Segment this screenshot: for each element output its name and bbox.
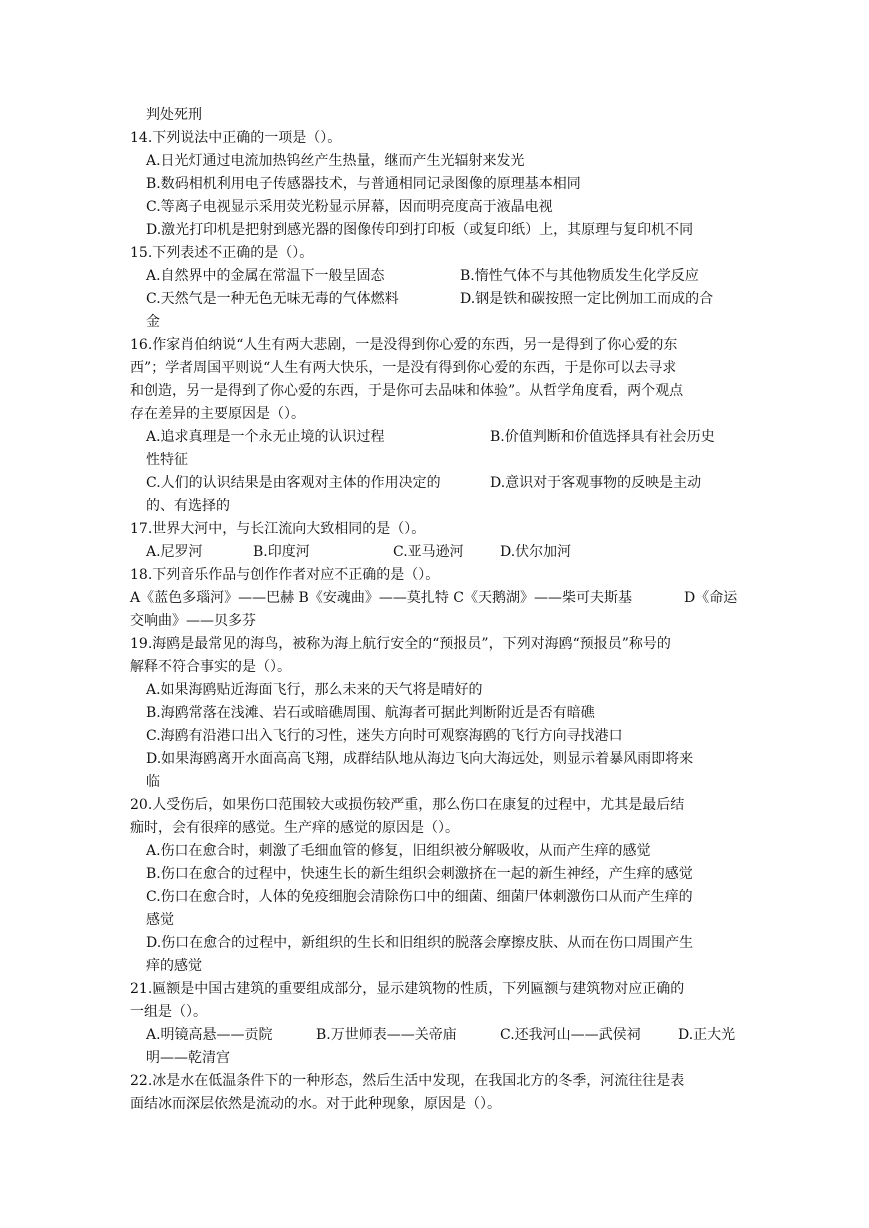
question-19-option-d: D.如果海鸥离开水面高高飞翔，成群结队地从海边飞向大海远处，则显示着暴风雨即将来 <box>146 751 694 767</box>
question-18-options: A《蓝色多瑙河》——巴赫 B《安魂曲》——莫扎特 C《天鹅湖》——柴可夫斯基 <box>130 590 633 606</box>
question-15-option-d: D.钢是铁和碳按照一定比例加工而成的合 <box>460 291 714 307</box>
question-18-option-d-wrap: 交响曲》——贝多芬 <box>130 613 256 629</box>
question-16-option-d-wrap: 的、有选择的 <box>146 498 230 514</box>
question-19-stem: 19.海鸥是最常见的海鸟，被称为海上航行安全的“预报员”，下列对海鸥“预报员”称号的 <box>130 636 671 652</box>
question-20-option-c: C.伤口在愈合时，人体的免疫细胞会清除伤口中的细菌、细菌尸体刺激伤口从而产生痒的 <box>146 889 693 905</box>
question-16-stem: 西”；学者周国平则说“人生有两大快乐，一是没有得到你心爱的东西，于是你可以去寻求 <box>130 360 677 376</box>
question-19-stem: 解释不符合事实的是（）。 <box>130 659 291 675</box>
question-22-stem: 面结冰而深层依然是流动的水。对于此种现象，原因是（）。 <box>130 1096 501 1112</box>
question-16-option-b: B.价值判断和价值选择具有社会历史 <box>490 429 715 445</box>
question-16-option-b-wrap: 性特征 <box>146 452 188 468</box>
question-20-option-d-wrap: 痒的感觉 <box>146 958 202 974</box>
question-21-option-d-wrap: 明——乾清宫 <box>146 1050 230 1066</box>
question-16-option-a: A.追求真理是一个永无止境的认识过程 <box>146 429 385 445</box>
question-17-option-d: D.伏尔加河 <box>500 544 572 560</box>
question-14-option-a: A.日光灯通过电流加热钨丝产生热量，继而产生光辐射来发光 <box>146 153 525 169</box>
question-20-option-b: B.伤口在愈合的过程中，快速生长的新生组织会刺激挤在一起的新生神经，产生痒的感觉 <box>146 866 693 882</box>
question-14-option-c: C.等离子电视显示采用荧光粉显示屏幕，因而明亮度高于液晶电视 <box>146 199 553 215</box>
question-20-stem: 20.人受伤后，如果伤口范围较大或损伤较严重，那么伤口在康复的过程中，尤其是最后结 <box>130 797 685 813</box>
question-17-option-b: B.印度河 <box>253 544 310 560</box>
question-16-stem: 16.作家肖伯纳说“人生有两大悲剧，一是没得到你心爱的东西，另一是得到了你心爱的东 <box>130 337 678 353</box>
question-15-stem: 15.下列表述不正确的是（）。 <box>130 245 314 261</box>
question-14-stem: 14.下列说法中正确的一项是（）。 <box>130 130 342 146</box>
question-20-option-a: A.伤口在愈合时，刺激了毛细血管的修复，旧组织被分解吸收，从而产生痒的感觉 <box>146 843 651 859</box>
question-14-option-d: D.激光打印机是把射到感光器的图像传印到打印板（或复印纸）上，其原理与复印机不同 <box>146 222 694 238</box>
question-21-option-a: A.明镜高悬——贡院 <box>146 1027 273 1043</box>
question-17-option-a: A.尼罗河 <box>146 544 203 560</box>
text-line: 判处死刑 <box>146 107 202 123</box>
question-21-option-c: C.还我河山——武侯祠 <box>500 1027 641 1043</box>
question-19-option-c: C.海鸥有沿港口出入飞行的习性，迷失方向时可观察海鸥的飞行方向寻找港口 <box>146 728 623 744</box>
question-15-option-d-wrap: 金 <box>146 314 160 330</box>
question-18-option-d: D《命运 <box>684 590 738 606</box>
question-21-stem: 21.匾额是中国古建筑的重要组成部分，显示建筑物的性质，下列匾额与建筑物对应正确的 <box>130 981 685 997</box>
question-16-stem: 和创造，另一是得到了你心爱的东西，于是你可去品味和体验”。从哲学角度看，两个观点 <box>130 383 684 399</box>
question-16-option-d: D.意识对于客观事物的反映是主动 <box>490 475 702 491</box>
question-15-option-c: C.天然气是一种无色无味无毒的气体燃料 <box>146 291 399 307</box>
question-17-option-c: C.亚马逊河 <box>393 544 464 560</box>
question-16-stem: 存在差异的主要原因是（）。 <box>130 406 305 422</box>
question-18-stem: 18.下列音乐作品与创作作者对应不正确的是（）。 <box>130 567 440 583</box>
question-20-stem: 痂时，会有很痒的感觉。生产痒的感觉的原因是（）。 <box>130 820 459 836</box>
question-14-option-b: B.数码相机利用电子传感器技术，与普通相同记录图像的原理基本相同 <box>146 176 581 192</box>
question-22-stem: 22.冰是水在低温条件下的一种形态，然后生活中发现，在我国北方的冬季，河流往往是表 <box>130 1073 685 1089</box>
question-21-option-d: D.正大光 <box>678 1027 736 1043</box>
question-19-option-b: B.海鸥常落在浅滩、岩石或暗礁周围、航海者可据此判断附近是否有暗礁 <box>146 705 595 721</box>
question-17-stem: 17.世界大河中，与长江流向大致相同的是（）。 <box>130 521 426 537</box>
question-21-option-b: B.万世师表——关帝庙 <box>316 1027 457 1043</box>
question-20-option-d: D.伤口在愈合的过程中，新组织的生长和旧组织的脱落会摩擦皮肤、从而在伤口周围产生 <box>146 935 694 951</box>
question-20-option-c-wrap: 感觉 <box>146 912 174 928</box>
question-19-option-d-wrap: 临 <box>146 774 160 790</box>
question-15-option-a: A.自然界中的金属在常温下一般呈固态 <box>146 268 385 284</box>
question-19-option-a: A.如果海鸥贴近海面飞行，那么未来的天气将是晴好的 <box>146 682 483 698</box>
question-16-option-c: C.人们的认识结果是由客观对主体的作用决定的 <box>146 475 441 491</box>
question-21-stem: 一组是（）。 <box>130 1004 207 1020</box>
question-15-option-b: B.惰性气体不与其他物质发生化学反应 <box>460 268 699 284</box>
